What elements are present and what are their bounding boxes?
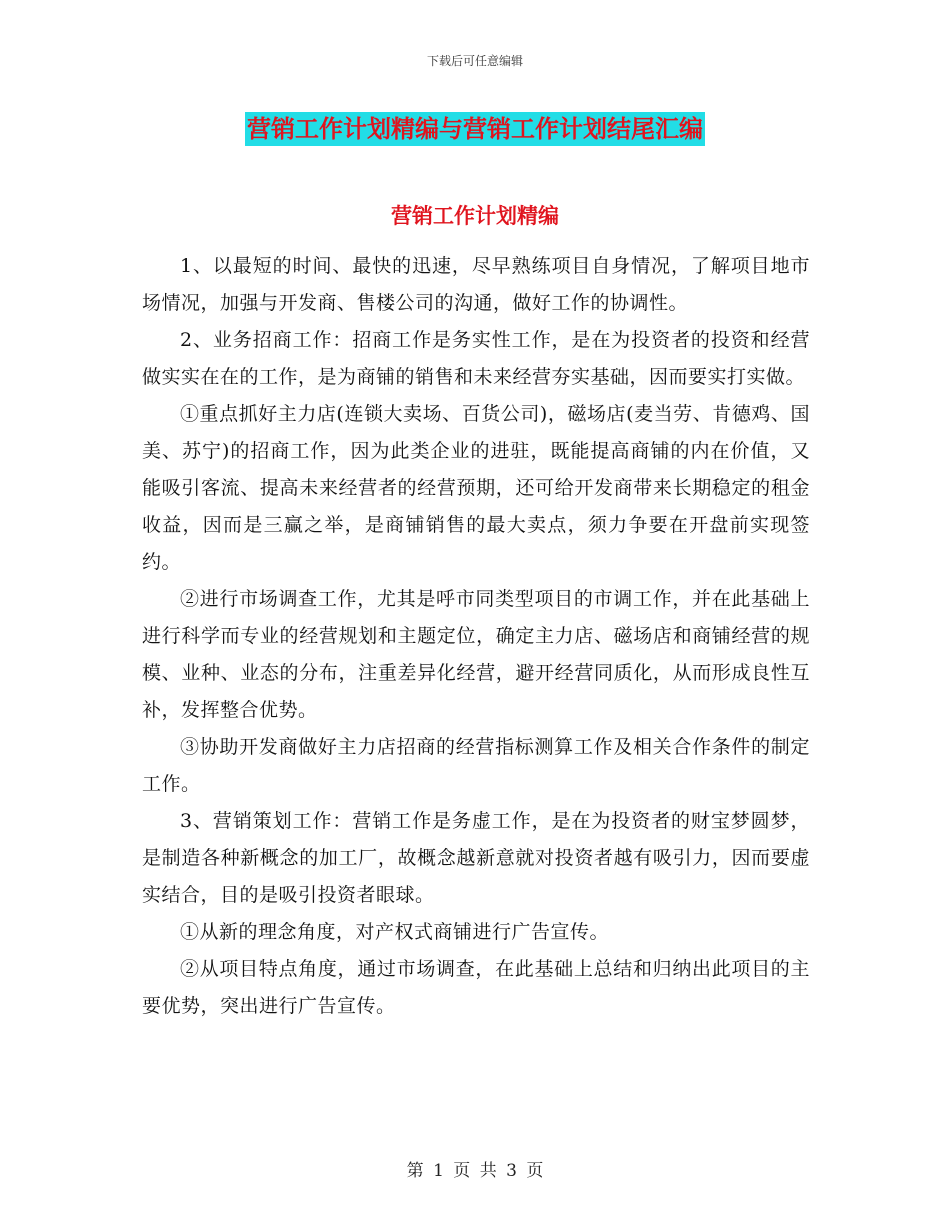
paragraph-2: 2、业务招商工作：招商工作是务实性工作，是在为投资者的投资和经营做实实在在的工作，是为商铺的销售和未来经营夯实基础，因而要实打实做。: [142, 329, 810, 388]
paragraph-1: 1、以最短的时间、最快的迅速，尽早熟练项目自身情况，了解项目地市场情况，加强与开发商、售楼公司的沟通，做好工作的协调性。: [142, 255, 810, 314]
document-title-wrapper: [0, 112, 950, 146]
section-title: 营销工作计划精编: [391, 204, 559, 228]
paragraph-3: ①重点抓好主力店(连锁大卖场、百货公司)，磁场店(麦当劳、肯德鸡、国美、苏宁)的招商工作，因为此类企业的进驻，既能提高商铺的内在价值，又能吸引客流、提高未来经营者的经营预期，还可给开发商带来长期稳定的租金收益，因而是三赢之举，是商铺销售的最大卖点，须力争要在开盘前实现签约。: [142, 403, 810, 573]
paragraph-5: ③协助开发商做好主力店招商的经营指标测算工作及相关合作条件的制定工作。: [142, 736, 810, 795]
paragraph-4: ②进行市场调查工作，尤其是呼市同类型项目的市调工作，并在此基础上进行科学而专业的经营规划和主题定位，确定主力店、磁场店和商铺经营的规模、业种、业态的分布，注重差异化经营，避开经营同质化，从而形成良性互补，发挥整合优势。: [142, 588, 810, 721]
paragraph-7: ①从新的理念角度，对产权式商铺进行广告宣传。: [180, 921, 610, 943]
header-note: 下载后可任意编辑: [426, 54, 523, 68]
document-title: 营销工作计划精编与营销工作计划结尾汇编: [245, 112, 705, 146]
page-indicator: 第 1 页 共 3 页: [406, 1161, 544, 1181]
paragraph-6: 3、营销策划工作：营销工作是务虚工作，是在为投资者的财宝梦圆梦，是制造各种新概念的加工厂，故概念越新意就对投资者越有吸引力，因而要虚实结合，目的是吸引投资者眼球。: [142, 810, 810, 906]
paragraph-8: ②从项目特点角度，通过市场调查，在此基础上总结和归纳出此项目的主要优势，突出进行广告宣传。: [142, 958, 810, 1017]
document-body: [142, 248, 810, 1025]
